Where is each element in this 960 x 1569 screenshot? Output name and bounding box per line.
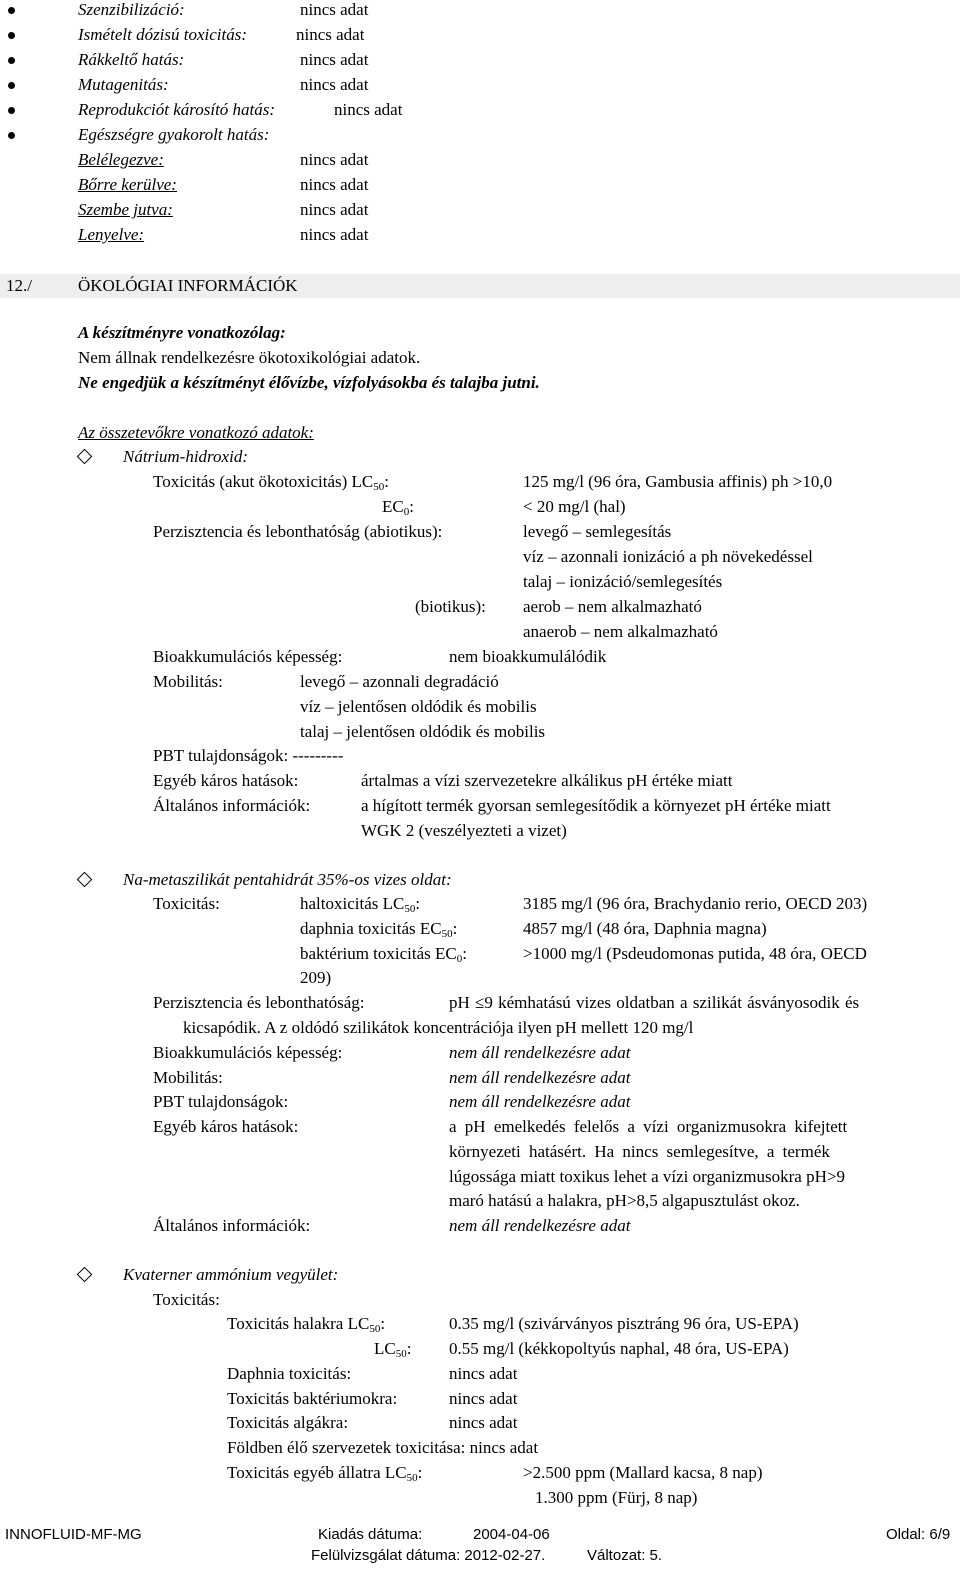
- bioaccumulation-value: nem bioakkumulálódik: [449, 647, 607, 666]
- footer-doc-id: INNOFLUID-MF-MG: [5, 1526, 142, 1543]
- general-info-label: Általános információk:: [153, 1216, 311, 1235]
- ec-label: $EC_0$:: [382, 497, 414, 518]
- mobility-value: levegő – azonnali degradáció: [300, 672, 499, 691]
- persistence-value: kicsapódik. A z oldódó szilikátok koncentrációja ilyen pH mellett 120 mg/l: [183, 1018, 694, 1037]
- pbt-label: PBT tulajdonságok:: [153, 1092, 289, 1111]
- tox-label: Toxicitás (akut ökotoxicitás) $LC_{50}$:: [153, 472, 389, 493]
- diamond-icon: [77, 1267, 93, 1283]
- route-label: Lenyelve:: [78, 225, 145, 244]
- tox-value: 125 mg/l (96 óra, Gambusia affinis) ph >10,0: [523, 472, 833, 491]
- bioaccumulation-value: nem áll rendelkezésre adat: [449, 1043, 631, 1062]
- route-label: Belélegezve:: [78, 150, 164, 169]
- other-effects-value: lúgossága miatt toxikus lehet a vízi organizmusokra pH>9: [449, 1167, 845, 1186]
- hazard-value: nincs adat: [296, 25, 365, 44]
- lc-value: 0.55 mg/l (kékkopoltyús naphal, 48 óra, US-EPA): [449, 1339, 789, 1358]
- bacteria-tox-value: 209): [300, 968, 332, 987]
- bacteria-tox-value: >1000 mg/l (Psdeudomonas putida, 48 óra, OECD: [523, 944, 867, 963]
- route-value: nincs adat: [300, 200, 369, 219]
- general-info-value: nem áll rendelkezésre adat: [449, 1216, 631, 1235]
- bullet-icon: [8, 7, 15, 14]
- daphnia-tox-label: Daphnia toxicitás:: [227, 1364, 352, 1383]
- soil-tox-line: Földben élő szervezetek toxicitása: nincs adat: [227, 1438, 539, 1457]
- persistence-value: talaj – ionizáció/semlegesítés: [523, 572, 723, 591]
- other-effects-label: Egyéb káros hatások:: [153, 1117, 299, 1136]
- hazard-label: Szenzibilizáció:: [78, 0, 185, 19]
- tox-label: Toxicitás:: [153, 894, 220, 913]
- route-value: nincs adat: [300, 225, 369, 244]
- bioaccumulation-label: Bioakkumulációs képesség:: [153, 1043, 343, 1062]
- biotic-label: (biotikus):: [415, 597, 486, 616]
- component-name: Na-metaszilikát pentahidrát 35%-os vizes oldat:: [123, 870, 452, 889]
- mobility-value: talaj – jelentősen oldódik és mobilis: [300, 722, 546, 741]
- footer-page-number: Oldal: 6/9: [886, 1526, 951, 1543]
- hazard-value: nincs adat: [300, 75, 369, 94]
- persistence-value: levegő – semlegesítás: [523, 522, 672, 541]
- footer-version: Változat: 5.: [587, 1547, 663, 1564]
- bullet-icon: [8, 132, 15, 139]
- biotic-value: anaerob – nem alkalmazható: [523, 622, 718, 641]
- tox-label: Toxicitás:: [153, 1290, 220, 1309]
- product-line: Ne engedjük a készítményt élővízbe, vízfolyásokba és talajba jutni.: [78, 373, 540, 392]
- fish-tox-label: Toxicitás halakra $LC_{50}$:: [227, 1314, 386, 1335]
- mobility-value: nem áll rendelkezésre adat: [449, 1068, 631, 1087]
- hazard-label: Reprodukciót károsító hatás:: [78, 100, 276, 119]
- persistence-value: víz – azonnali ionizáció a ph növekedéssel: [523, 547, 813, 566]
- lc-label: $LC_{50}$:: [374, 1339, 412, 1360]
- general-info-value: a hígított termék gyorsan semlegesítődik a környezet pH értéke miatt: [361, 796, 831, 815]
- ec-value: < 20 mg/l (hal): [523, 497, 626, 516]
- hazard-value: nincs adat: [300, 50, 369, 69]
- components-heading: Az összetevőkre vonatkozó adatok:: [78, 423, 314, 442]
- general-info-value: WGK 2 (veszélyezteti a vizet): [361, 821, 567, 840]
- footer-issue-label: Kiadás dátuma:: [318, 1526, 423, 1543]
- bullet-icon: [8, 82, 15, 89]
- algae-tox-value: nincs adat: [449, 1413, 518, 1432]
- hazard-value: nincs adat: [300, 0, 369, 19]
- hazard-value: nincs adat: [334, 100, 403, 119]
- other-animal-tox-label: Toxicitás egyéb állatra $LC_{50}$:: [227, 1463, 423, 1484]
- footer-issue-date: 2004-04-06: [473, 1526, 550, 1543]
- hazard-label: Rákkeltő hatás:: [78, 50, 185, 69]
- component-name: Nátrium-hidroxid:: [123, 447, 248, 466]
- persistence-label: Perzisztencia és lebonthatóság (abiotikus):: [153, 522, 443, 541]
- diamond-icon: [77, 449, 93, 465]
- fish-tox-value: 0.35 mg/l (szivárványos pisztráng 96 óra, US-EPA): [449, 1314, 799, 1333]
- mobility-label: Mobilitás:: [153, 1068, 223, 1087]
- persistence-label: Perzisztencia és lebonthatóság:: [153, 993, 365, 1012]
- pbt-line: PBT tulajdonságok: ---------: [153, 746, 344, 765]
- bullet-icon: [8, 57, 15, 64]
- algae-tox-label: Toxicitás algákra:: [227, 1413, 349, 1432]
- daphnia-tox-label: daphnia toxicitás $EC_{50}$:: [300, 919, 458, 940]
- bacteria-tox-label: Toxicitás baktériumokra:: [227, 1389, 398, 1408]
- diamond-icon: [77, 872, 93, 888]
- mobility-value: víz – jelentősen oldódik és mobilis: [300, 697, 537, 716]
- fish-tox-value: 3185 mg/l (96 óra, Brachydanio rerio, OECD 203): [523, 894, 868, 913]
- route-label: Szembe jutva:: [78, 200, 173, 219]
- footer-review-date: Felülvizsgálat dátuma: 2012-02-27.: [311, 1547, 546, 1564]
- bioaccumulation-label: Bioakkumulációs képesség:: [153, 647, 343, 666]
- pbt-value: nem áll rendelkezésre adat: [449, 1092, 631, 1111]
- bacteria-tox-value: nincs adat: [449, 1389, 518, 1408]
- bacteria-tox-label: baktérium toxicitás $EC_0$:: [300, 944, 467, 965]
- other-effects-value: ártalmas a vízi szervezetekre alkálikus pH értéke miatt: [361, 771, 733, 790]
- product-heading: A készítményre vonatkozólag:: [78, 323, 286, 342]
- route-label: Bőrre kerülve:: [78, 175, 177, 194]
- mobility-label: Mobilitás:: [153, 672, 223, 691]
- route-value: nincs adat: [300, 150, 369, 169]
- persistence-value: pH ≤9 kémhatású vizes oldatban a szilikát ásványosodik és: [449, 993, 860, 1012]
- daphnia-tox-value: 4857 mg/l (48 óra, Daphnia magna): [523, 919, 767, 938]
- other-effects-value: maró hatású a halakra, pH>8,5 algapusztulást okoz.: [449, 1191, 800, 1210]
- component-name: Kvaterner ammónium vegyület:: [123, 1265, 339, 1284]
- fish-tox-label: haltoxicitás $LC_{50}$:: [300, 894, 421, 915]
- hazard-label: Egészségre gyakorolt hatás:: [78, 125, 270, 144]
- bullet-icon: [8, 32, 15, 39]
- general-info-label: Általános információk:: [153, 796, 311, 815]
- other-animal-tox-value: 1.300 ppm (Fürj, 8 nap): [535, 1488, 698, 1507]
- section-number: 12./: [6, 276, 32, 295]
- other-effects-value: a pH emelkedés felelős a vízi organizmusokra kifejtett: [449, 1117, 848, 1136]
- hazard-label: Mutagenitás:: [78, 75, 169, 94]
- product-line: Nem állnak rendelkezésre ökotoxikológiai adatok.: [78, 348, 421, 367]
- other-effects-value: környezeti hatásért. Ha nincs semlegesítve, a termék: [449, 1142, 830, 1161]
- daphnia-tox-value: nincs adat: [449, 1364, 518, 1383]
- hazard-label: Ismételt dózisú toxicitás:: [78, 25, 248, 44]
- bullet-icon: [8, 107, 15, 114]
- biotic-value: aerob – nem alkalmazható: [523, 597, 702, 616]
- other-animal-tox-value: >2.500 ppm (Mallard kacsa, 8 nap): [523, 1463, 763, 1482]
- section-title: ÖKOLÓGIAI INFORMÁCIÓK: [78, 276, 298, 295]
- route-value: nincs adat: [300, 175, 369, 194]
- other-effects-label: Egyéb káros hatások:: [153, 771, 299, 790]
